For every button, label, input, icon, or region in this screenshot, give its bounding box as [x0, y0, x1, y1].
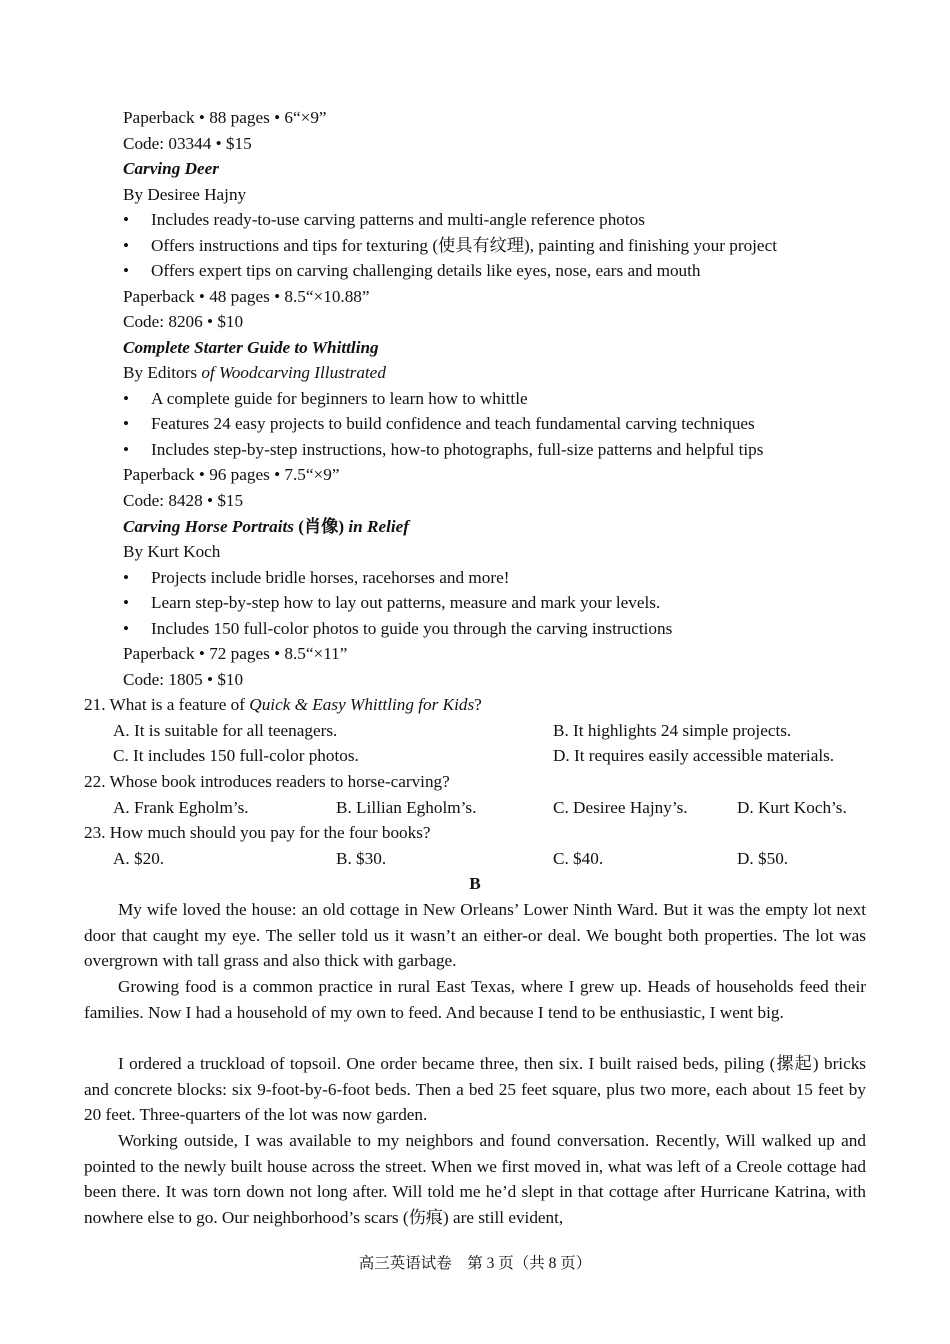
book3-bullet-2: [123, 413, 755, 435]
book2-code: Code: 8206 • $10: [123, 312, 244, 331]
bullet-dot: •: [123, 414, 130, 433]
question-21-suffix: ?: [474, 695, 482, 714]
book3-code: Code: 8428 • $15: [123, 491, 244, 510]
book1-code: Code: 03344 • $15: [123, 134, 252, 153]
book1-spec: Paperback • 88 pages • 6“×9”: [123, 108, 327, 127]
question-21-italic: Quick & Easy Whittling for Kids: [249, 695, 475, 714]
page-footer: 高三英语试卷 第 3 页（共 8 页）: [358, 1255, 592, 1272]
q21-option-b[interactable]: B. It highlights 24 simple projects.: [553, 721, 792, 740]
bullet-text: Includes ready-to-use carving patterns and multi-angle reference photos: [151, 210, 645, 229]
book2-bullet-2: [123, 235, 777, 257]
q22-option-a[interactable]: A. Frank Egholm’s.: [113, 798, 249, 817]
book2-bullet-1: [123, 209, 645, 231]
q23-option-c[interactable]: C. $40.: [553, 849, 604, 868]
book4-title-part3: in Relief: [344, 517, 410, 536]
q21-option-c[interactable]: C. It includes 150 full-color photos.: [113, 746, 359, 765]
book3-spec: Paperback • 96 pages • 7.5“×9”: [123, 465, 340, 484]
bullet-text: Projects include bridle horses, racehorses and more!: [151, 568, 510, 587]
q21-option-d[interactable]: D. It requires easily accessible materials.: [553, 746, 835, 765]
book3-title: Complete Starter Guide to Whittling: [123, 338, 379, 357]
book2-title: Carving Deer: [123, 159, 219, 178]
question-21: [84, 694, 482, 716]
section-b-paragraph-1: My wife loved the house: an old cottage in New Orleans’ Lower Ninth Ward. But it was the empty lot next door that caught my eye. The seller told us it wasn’t an either-or deal. We bought both properties. The lot was overgrown with tall grass and also thick with garbage.: [84, 900, 866, 971]
book4-spec: Paperback • 72 pages • 8.5“×11”: [123, 644, 348, 663]
bullet-text: Offers instructions and tips for texturing (使具有纹理), painting and finishing your project: [151, 236, 777, 255]
q22-option-d[interactable]: D. Kurt Koch’s.: [737, 798, 847, 817]
section-b-paragraph-2: Growing food is a common practice in rural East Texas, where I grew up. Heads of households feed their families. Now I had a household of my own to feed. And because I tend to be enthusiastic, I went big.: [84, 977, 866, 1022]
book4-title-part2: (肖像): [298, 517, 345, 536]
bullet-dot: •: [123, 389, 130, 408]
book4-bullet-1: [123, 567, 509, 589]
bullet-text: Learn step-by-step how to lay out patterns, measure and mark your levels.: [151, 593, 661, 612]
question-21-prefix: 21. What is a feature of: [84, 695, 250, 714]
book4-bullet-2: [123, 592, 660, 614]
bullet-text: Offers expert tips on carving challenging details like eyes, nose, ears and mouth: [151, 261, 701, 280]
bullet-text: Includes 150 full-color photos to guide you through the carving instructions: [151, 619, 673, 638]
section-b-paragraph-3: I ordered a truckload of topsoil. One order became three, then six. I built raised beds, piling (摞起) bricks and concrete blocks: six 9-foot-by-6-foot beds. Then a bed 25 feet square, plus two more, each about 15 feet by 20 feet. Three-quarters of the lot was now garden.: [84, 1054, 866, 1125]
bullet-dot: •: [123, 236, 130, 255]
q23-option-a[interactable]: A. $20.: [113, 849, 165, 868]
book4-bullet-3: [123, 618, 672, 640]
bullet-dot: •: [123, 440, 130, 459]
q21-option-a[interactable]: A. It is suitable for all teenagers.: [113, 721, 338, 740]
book3-author-italic: of Woodcarving Illustrated: [201, 363, 386, 382]
book2-author: By Desiree Hajny: [123, 185, 247, 204]
q23-option-b[interactable]: B. $30.: [336, 849, 387, 868]
section-b-paragraph-4: Working outside, I was available to my neighbors and found conversation. Recently, Will walked up and pointed to the newly built house across the street. When we first moved in, what was left of a Creole cottage had been there. It was torn down not long after. Will told me he’d slept in that cottage after Hurricane Katrina, with nowhere else to go. Our neighborhood’s scars (伤痕) are still evident,: [84, 1131, 866, 1227]
bullet-text: Features 24 easy projects to build confidence and teach fundamental carving techniques: [151, 414, 755, 433]
book2-bullet-3: [123, 260, 701, 282]
q22-option-c[interactable]: C. Desiree Hajny’s.: [553, 798, 688, 817]
bullet-dot: •: [123, 568, 130, 587]
bullet-dot: •: [123, 593, 130, 612]
bullet-dot: •: [123, 619, 130, 638]
q22-option-b[interactable]: B. Lillian Egholm’s.: [336, 798, 477, 817]
book3-bullet-3: [123, 439, 763, 461]
book3-author-prefix: By Editors: [123, 363, 202, 382]
book4-code: Code: 1805 • $10: [123, 670, 244, 689]
book2-spec: Paperback • 48 pages • 8.5“×10.88”: [123, 287, 370, 306]
bullet-text: Includes step-by-step instructions, how-to photographs, full-size patterns and helpful tips: [151, 440, 764, 459]
book4-title: [123, 516, 409, 538]
book3-author: [123, 362, 386, 384]
bullet-dot: •: [123, 210, 130, 229]
bullet-dot: •: [123, 261, 130, 280]
section-b-heading: B: [469, 874, 481, 893]
question-23: 23. How much should you pay for the four books?: [84, 823, 431, 842]
book4-title-part1: Carving Horse Portraits: [123, 517, 299, 536]
question-22: 22. Whose book introduces readers to horse-carving?: [84, 772, 450, 791]
book4-author: By Kurt Koch: [123, 542, 221, 561]
bullet-text: A complete guide for beginners to learn how to whittle: [151, 389, 528, 408]
book3-bullet-1: [123, 388, 528, 410]
q23-option-d[interactable]: D. $50.: [737, 849, 789, 868]
